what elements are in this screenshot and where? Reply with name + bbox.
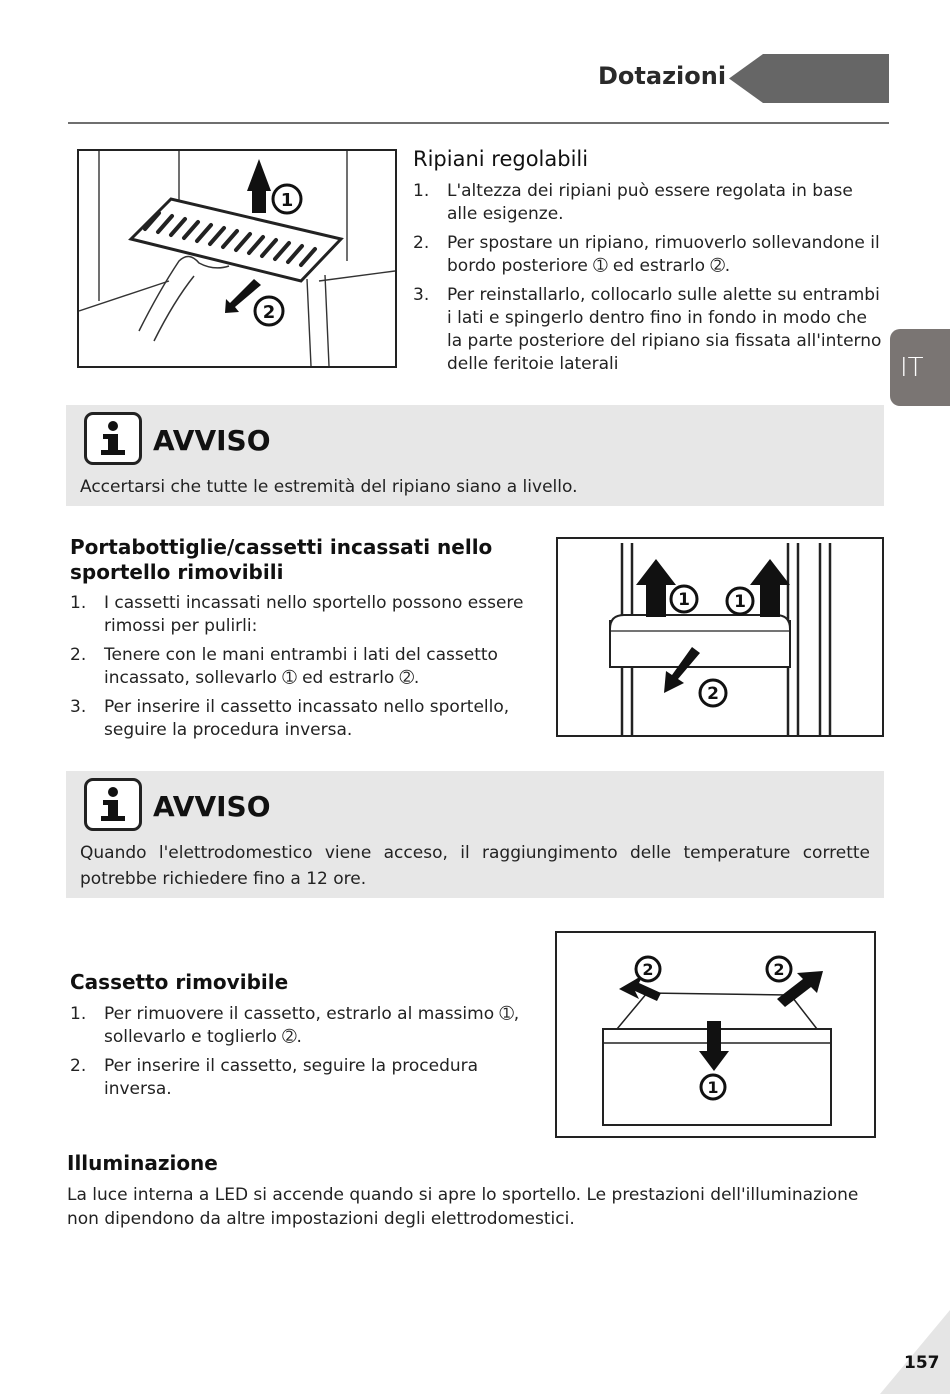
shelves-heading: Ripiani regolabili [413,147,589,171]
drawer-mark-2b: 2 [773,960,785,979]
door-bins-steps [70,592,545,748]
page-number: 157 [904,1353,940,1373]
list-item: 3. Per inserire il cassetto incassato nello sportello, seguire la procedura inversa. [70,697,510,740]
door-bin-mark-2: 2 [707,684,719,704]
door-bin-figure [556,537,884,737]
drawer-heading: Cassetto rimovibile [70,970,289,994]
shelf-figure [77,149,397,368]
page-section-title: Dotazioni [598,62,727,90]
notice-title: AVVISO [153,424,271,457]
list-item: 3. Per reinstallarlo, collocarlo sulle alette su entrambi i lati e spingerlo dentro fino in fondo in modo che la parte posteriore del ripiano sia fissata all'interno delle feritoie laterali [413,285,882,374]
drawer-figure [555,931,876,1138]
notice-text: Quando l'elettrodomestico viene acceso, il raggiungimento delle temperature corrette potrebbe richiedere fino a 12 ore. [80,843,870,889]
door-bins-heading: Portabottiglie/cassetti incassati nello sportello rimovibili [70,535,493,584]
door-bin-mark-1a: 1 [678,590,690,610]
notice-box [66,771,884,898]
drawer-mark-1: 1 [707,1078,719,1097]
page-corner-marker [880,1310,950,1394]
list-item: 2. Per inserire il cassetto, seguire la procedura inversa. [70,1056,479,1099]
list-item: 1. Per rimuovere il cassetto, estrarlo al massimo ➀, sollevarlo e toglierlo ➁. [70,1004,520,1047]
list-item: 1. L'altezza dei ripiani può essere regolata in base alle esigenze. [413,181,853,224]
list-item: 2. Per spostare un ripiano, rimuoverlo sollevandone il bordo posteriore ➀ ed estrarlo ➁. [413,233,880,276]
lighting-heading: Illuminazione [67,1151,218,1175]
notice-title: AVVISO [153,790,271,823]
drawer-mark-2a: 2 [642,960,654,979]
list-item: 2. Tenere con le mani entrambi i lati del cassetto incassato, sollevarlo ➀ ed estrarlo ➁. [70,645,498,688]
list-item: 1. I cassetti incassati nello sportello possono essere rimossi per pulirli: [70,593,524,636]
info-icon [84,778,142,831]
lighting-text: La luce interna a LED si accende quando si apre lo sportello. Le prestazioni dell'illuminazione non dipendono da altre impostazioni degli elettrodomestici. [67,1185,859,1229]
notice-box [66,405,884,506]
info-icon [84,412,142,465]
section-tab-marker [729,54,889,103]
shelf-mark-1: 1 [280,190,294,211]
shelves-steps [413,180,885,382]
shelf-mark-2: 2 [262,302,276,323]
header-divider [68,122,889,124]
language-tab: IT [890,329,950,406]
notice-text: Accertarsi che tutte le estremità del ripiano siano a livello. [80,477,578,497]
drawer-steps [70,1003,540,1107]
door-bin-mark-1b: 1 [734,592,746,612]
